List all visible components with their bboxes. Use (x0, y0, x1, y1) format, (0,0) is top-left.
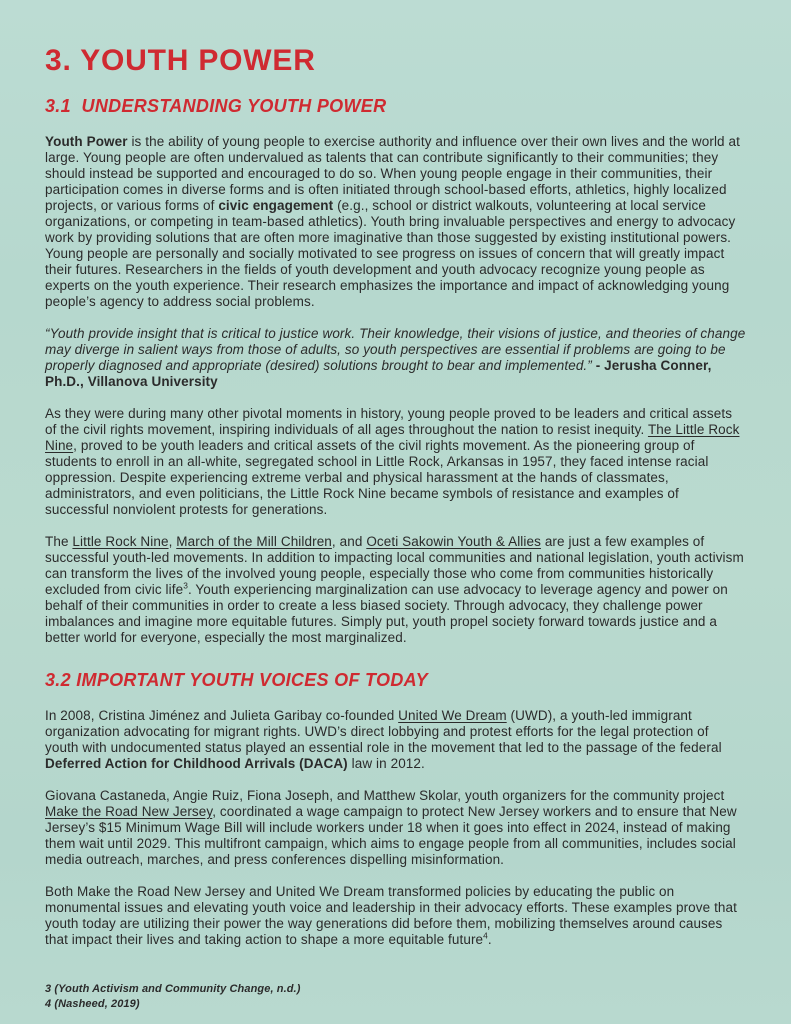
text-segment: is the ability of young people to exercise authority and influence over their own lives and the world at large. Young people are often undervalued as talents that can contribute significantly to their communities; they should instead be supported and encouraged to do so. When young people engage in their communities, their participation comes in diverse forms and is often initiated through school-based efforts, athletics, highly localized projects, or various forms of (45, 134, 740, 213)
link-the-little-rock-nine[interactable]: The Little Rock Nine (45, 422, 740, 453)
text-segment: In 2008, Cristina Jiménez and Julieta Garibay co-founded (45, 708, 399, 723)
paragraph-youth-power-definition (45, 134, 746, 310)
text-segment: law in 2012. (347, 756, 425, 771)
text-segment: As they were during many other pivotal moments in history, young people proved to be leaders and critical assets of the civil rights movement, inspiring individuals of all ages throughout the nation to resist inequity. (45, 406, 733, 437)
text-segment: are just a few examples of successful youth-led movements. In addition to impacting local communities and national legislation, youth activism can transform the lives of the involved young people, especially those who come from communities historically excluded from civic life (45, 534, 744, 597)
text-segment: Both Make the Road New Jersey and United We Dream transformed policies by educating the public on monumental issues and elevating youth voice and leadership in their advocacy efforts. These examples prove that youth today are utilizing their power the way generations did before them, mobilizing themselves around causes that impact their lives and taking action to shape a more equitable future (45, 884, 737, 947)
link-march-of-the-mill-children[interactable]: March of the Mill Children (176, 534, 332, 549)
text-segment: . (487, 932, 492, 947)
footnote-3: 3 (Youth Activism and Community Change, n.d.) (45, 983, 301, 995)
text-segment: , and (331, 534, 367, 549)
link-united-we-dream[interactable]: United We Dream (398, 708, 507, 723)
quote-text: “Youth provide insight that is critical to justice work. Their knowledge, their visions of justice, and theories of change may diverge in salient ways from those of adults, so youth perspectives are essential if problems are going to be properly diagnosed and appropriate (desired) solutions brought to bear and implemented.” (45, 326, 746, 373)
text-segment: , coordinated a wage campaign to protect New Jersey workers and to ensure that New Jersey’s $15 Minimum Wage Bill will include workers under 18 when it goes into effect in 2024, instead of making them wait until 2029. This multifront campaign, which aims to engage people from all communities, includes social media outreach, marches, and press conferences dispelling misinformation. (45, 804, 737, 867)
footnote-ref-3: 3 (183, 580, 188, 591)
text-segment: , (168, 534, 177, 549)
paragraph-transformed-policies (45, 884, 746, 948)
term-youth-power: Youth Power (45, 134, 128, 149)
link-little-rock-nine[interactable]: Little Rock Nine (72, 534, 169, 549)
paragraph-jerusha-conner-quote (45, 326, 746, 390)
link-oceti-sakowin-youth-allies[interactable]: Oceti Sakowin Youth & Allies (366, 534, 541, 549)
paragraph-united-we-dream (45, 708, 746, 772)
page-title: 3. YOUTH POWER (45, 44, 316, 77)
text-segment: . Youth experiencing marginalization can use advocacy to leverage agency and power on behalf of their communities in order to create a less biased society. Through advocacy, they challenge power imbalances and imagine more equitable futures. Simply put, youth propel society forward towards justice and a better world for everyone, especially the most marginalized. (45, 582, 728, 645)
text-segment: , proved to be youth leaders and critical assets of the civil rights movement. As the pioneering group of students to enroll in an all-white, segregated school in Little Rock, Arkansas in 1957, they faced intense racial oppression. Despite experiencing extreme verbal and physical harassment at the hands of classmates, administrators, and even politicians, the Little Rock Nine became symbols of resistance and examples of successful nonviolent protests for generations. (45, 438, 709, 517)
section-3-2-heading: 3.2 IMPORTANT YOUTH VOICES OF TODAY (45, 670, 428, 690)
text-segment: (UWD), a youth-led immigrant organization advocating for migrant rights. UWD’s direct lobbying and protest efforts for the legal protection of youth with undocumented status played an essential role in the movement that led to the passage of the federal (45, 708, 722, 755)
paragraph-make-the-road-new-jersey (45, 788, 746, 868)
term-civic-engagement: civic engagement (218, 198, 334, 213)
term-daca: Deferred Action for Childhood Arrivals (DACA) (45, 756, 348, 771)
text-segment: (e.g., school or district walkouts, volunteering at local service organizations, or competing in team-based athletics). Youth bring invaluable perspectives and energy to advocacy work by providing solutions that are often more imaginative than those suggested by existing institutional powers. Young people are personally and socially motivated to see progress on issues of concern that will greatly impact their futures. Researchers in the fields of youth development and youth advocacy recognize young people as experts on the youth experience. Their research emphasizes the importance and impact of acknowledging young people’s agency to address social problems. (45, 198, 736, 309)
quote-attribution: - Jerusha Conner, Ph.D., Villanova University (45, 358, 712, 389)
text-segment: Giovana Castaneda, Angie Ruiz, Fiona Joseph, and Matthew Skolar, youth organizers for the community project (45, 788, 725, 803)
text-segment: The (45, 534, 73, 549)
paragraph-civil-rights-little-rock (45, 406, 746, 518)
footnote-ref-4: 4 (483, 930, 488, 941)
section-3-1-heading: 3.1 UNDERSTANDING YOUTH POWER (45, 96, 387, 116)
footnotes-block (45, 982, 300, 1012)
link-make-the-road-new-jersey[interactable]: Make the Road New Jersey (45, 804, 213, 819)
footnote-4: 4 (Nasheed, 2019) (45, 998, 140, 1010)
paragraph-youth-led-movements (45, 534, 746, 646)
